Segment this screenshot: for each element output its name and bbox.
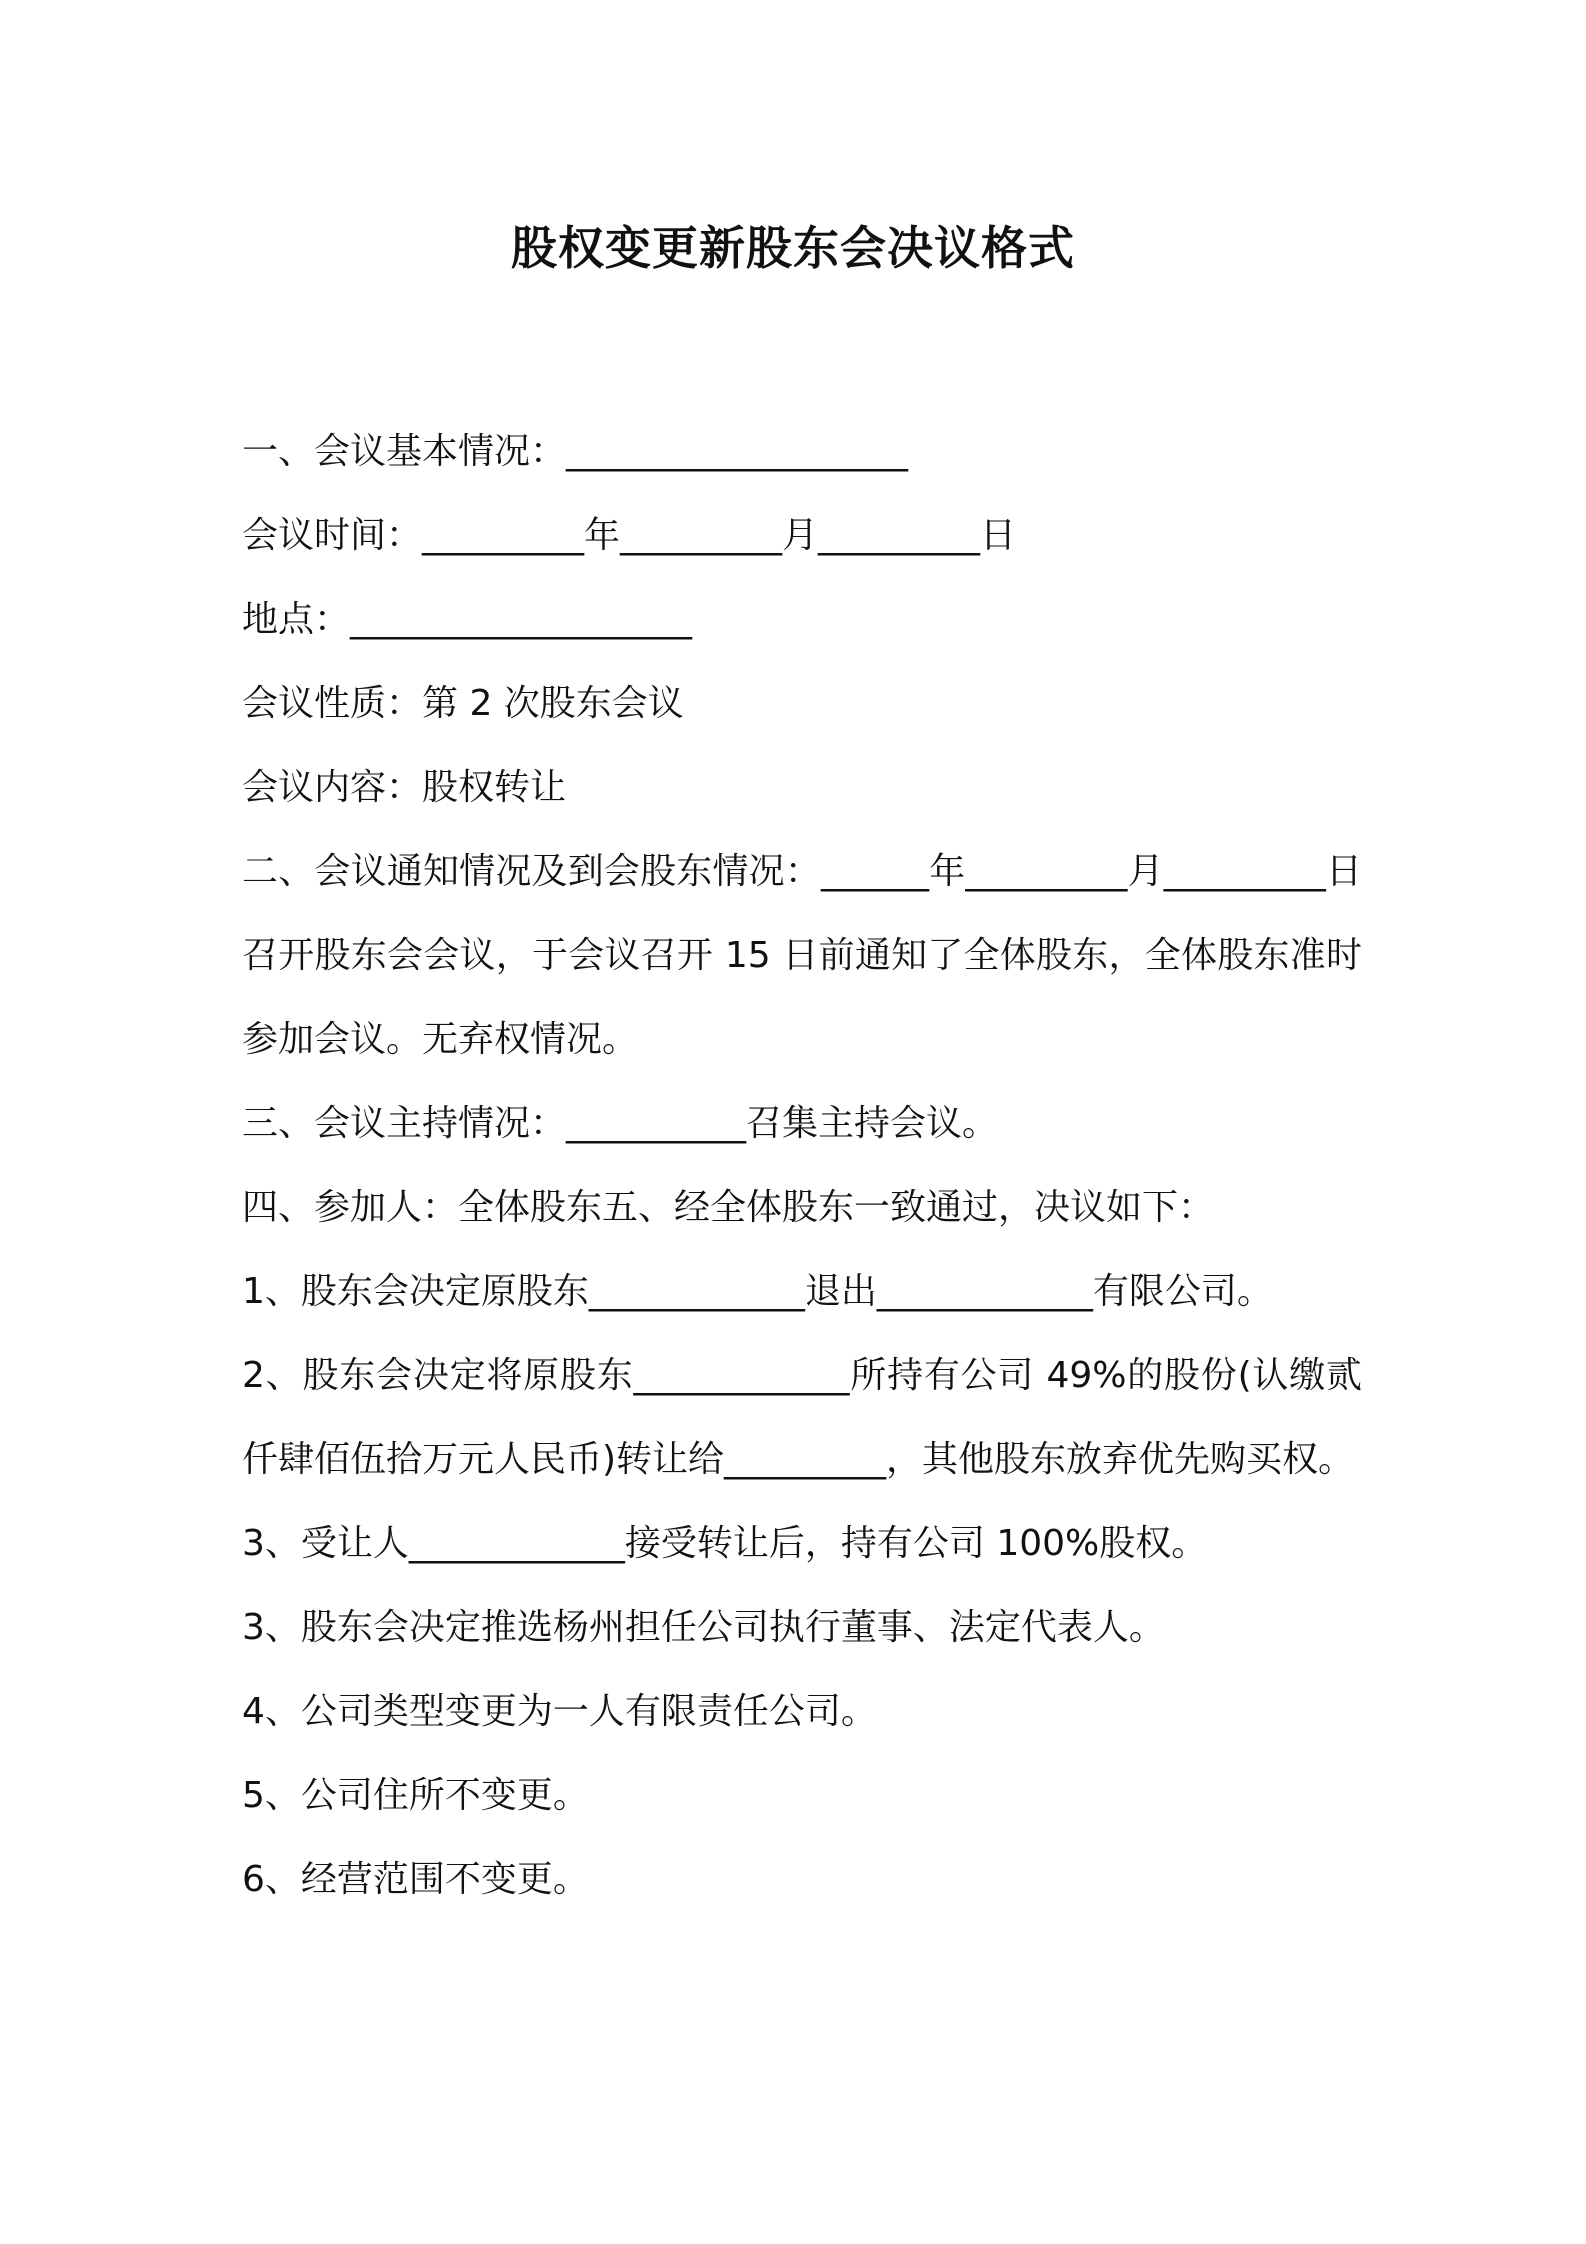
- resolution-item-2: 2、股东会决定将原股东____________所持有公司 49%的股份(认缴贰仟肆佰伍拾万元人民币)转让给_________，其他股东放弃优先购买权。: [242, 1355, 1362, 1480]
- resolution-item-3b: 3、股东会决定推选杨州担任公司执行董事、法定代表人。: [242, 1607, 1165, 1648]
- resolution-item-4: 4、公司类型变更为一人有限责任公司。: [242, 1691, 877, 1732]
- meeting-content: 会议内容：股权转让: [242, 767, 567, 808]
- section-notice-attendance: 二、会议通知情况及到会股东情况：______年_________月_________日召开股东会会议，于会议召开 15 日前通知了全体股东，全体股东准时参加会议。无弃权情况。: [242, 851, 1362, 1060]
- section-meeting-basic: 一、会议基本情况：___________________: [242, 431, 909, 472]
- section-participants: 四、参加人：全体股东五、经全体股东一致通过，决议如下：: [242, 1187, 1215, 1228]
- meeting-nature: 会议性质：第 2 次股东会议: [242, 683, 684, 724]
- resolution-item-5: 5、公司住所不变更。: [242, 1775, 589, 1816]
- document-title: 股权变更新股东会决议格式: [511, 221, 1075, 275]
- meeting-location: 地点：___________________: [242, 599, 693, 640]
- resolution-item-3a: 3、受让人____________接受转让后，持有公司 100%股权。: [242, 1523, 1208, 1564]
- section-meeting-host: 三、会议主持情况：__________召集主持会议。: [242, 1103, 999, 1144]
- meeting-time: 会议时间：_________年_________月_________日: [242, 515, 1017, 556]
- document-body: [242, 410, 1362, 1922]
- resolution-item-6: 6、经营范围不变更。: [242, 1859, 589, 1900]
- resolution-item-1: 1、股东会决定原股东____________退出____________有限公司。: [242, 1271, 1273, 1312]
